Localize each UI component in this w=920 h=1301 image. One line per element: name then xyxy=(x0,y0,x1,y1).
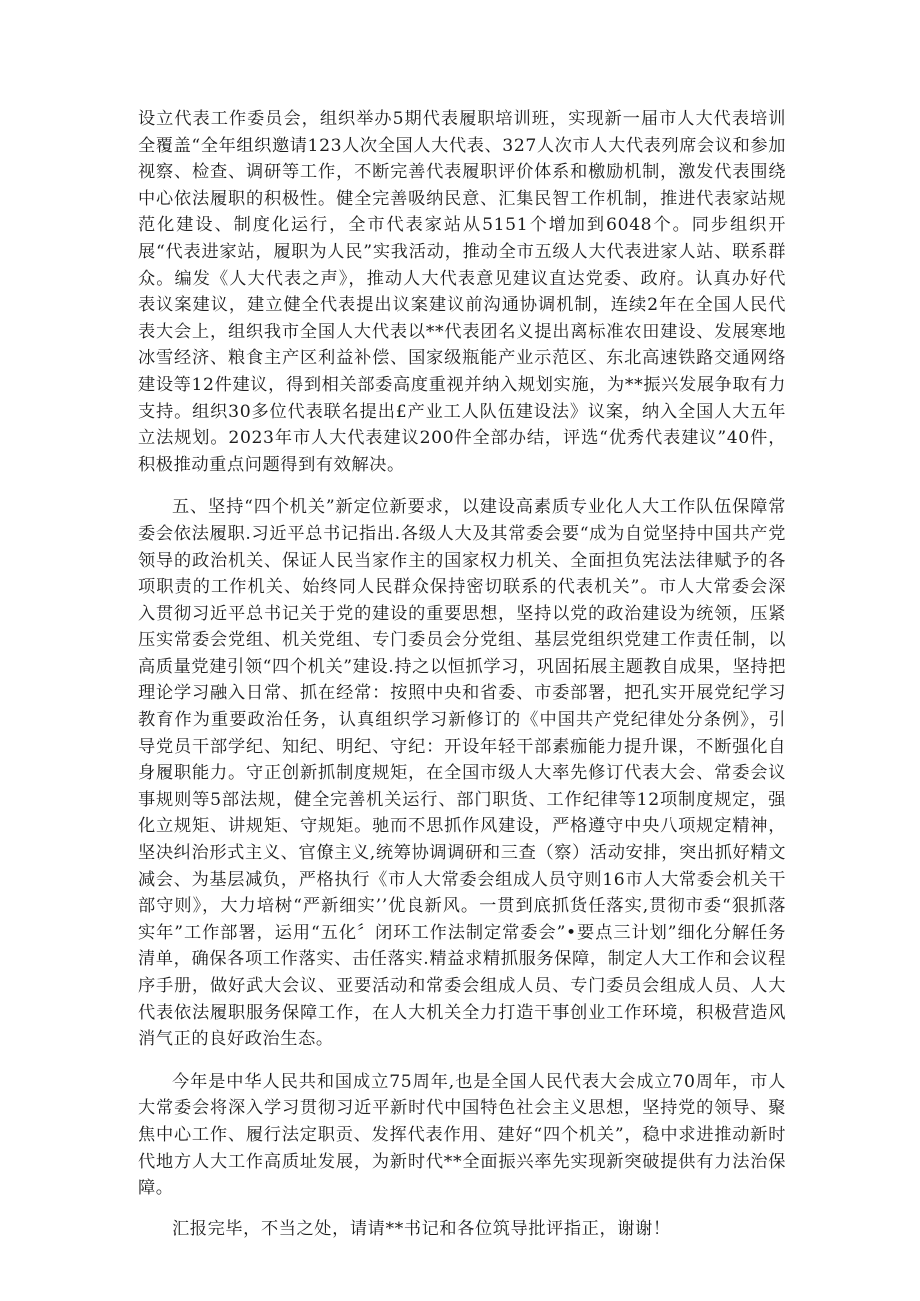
paragraph-outlook: 今年是中华人民共和国成立75周年,也是全国人民代表大会成立70周年，市人大常委会将深入学习贯彻习近平新时代中国特色社会主义思想，坚持党的领导、聚焦中心工作、履行法定职贡、发挥代表作用、建好“四个机关”，稳中求进推动新时代地方人大工作高质址发展，为新时代**全面振兴率先实现新突破提供有力法治保障。 xyxy=(138,1071,786,1199)
paragraph-four-organs: 五、坚持“四个机关”新定位新要求，以建设高素质专业化人大工作队伍保障常委会依法履职.习近平总书记指出.各级人大及其常委会要“成为自觉坚持中国共产党领导的政治机关、保证人民当家作主的国家权力机关、全面担负宪法法律赋予的各项职责的工作机关、始终同人民群众保持密切联系的代表机关”。市人大常委会深入贯彻习近平总书记关于党的建设的重要思想，坚持以党的政治建设为统领，压紧压实常委会党组、机关党组、专门委员会分党组、基层党组织党建工作责任制，以高质量党建引领“四个机关”建设.持之以恒抓学习，巩固拓展主题教自成果，坚持把理论学习融入日常、抓在经常：按照中央和省委、市委部署，把孔实开展党纪学习教育作为重要政治任务，认真组织学习新修订的《中国共产党纪律处分条例》，引导党员干部学纪、知纪、明纪、守纪：开设年轻干部素痂能力提升课，不断强化自身履职能力。守正创新抓制度规矩，在全国市级人大率先修订代表大会、常委会议事规则等5部法规，健全完善机关运行、部门职货、工作纪律等12项制度规定，强化立规矩、讲规矩、守规矩。驰而不思抓作风建设，严格遵守中央八项规定精神，坚决纠治形式主义、官僚主义,统筹协调调研和三查（察）活动安排，突出抓好精文减会、为基层减负，严格执行《市人大常委会组成人员守则16市人大常委会机关干部守则》，大力培树“严新细实’’优良新风。一贯到底抓货任落实,贯彻市委“狠抓落实年”工作部署，运用“五化〞闭环工作法制定常委会”•要点三计划”细化分解任务清单，确保各项工作落实、击任落实.精益求精抓服务保障，制定人大工作和会议程序手册，做好武大会议、亚要活动和常委会组成人员、专门委员会组成人员、人大代表依法履职服务保障工作，在人大机关全力打造干事创业工作环境，积极营造风消气正的良好政治生态。 xyxy=(138,497,786,1050)
paragraph-representative-work: 设立代表工作委员会，组织举办5期代表履职培训班，实现新一届市人大代表培训全覆盖“全年组织邀请123人次全国人大代表、327人次市人大代表列席会议和参加视察、检查、调研等工作，不断完善代表履职评价体系和檄励机制，激发代表围绕中心依法履职的积极性。健全完善吸纳民意、汇集民智工作机制，推进代表家站规范化建设、制度化运行，全市代表家站从5151个增加到6048个。同步组织开展“代表进家站，履职为人民”实我活动，推动全市五级人大代表进家人站、联系群众。编发《人大代表之声》，推动人大代表意见建议直达党委、政府。认真办好代表议案建议，建立健全代表提出议案建议前沟通协调机制，连续2年在全国人民代表大会上，组织我市全国人大代表以**代表团名义提出离标准农田建设、发展寒地冰雪经济、粮食主产区利益补偿、国家级瓶能产业示范区、东北高速铁路交通网络建设等12件建议，得到相关部委高度重视并纳入规划实施，为**振兴发展争取有力支持。组织30多位代表联名提出£产业工人队伍建设法》议案，纳入全国人大五年立法规划。2023年市人大代表建议200件全部办结，评选“优秀代表建议”40件，积极推动重点问题得到有效解决。 xyxy=(138,109,786,475)
paragraph-closing: 汇报完毕，不当之处，请请**书记和各位筑导批评指正，谢谢！ xyxy=(172,1218,671,1239)
document-body xyxy=(138,106,786,1242)
